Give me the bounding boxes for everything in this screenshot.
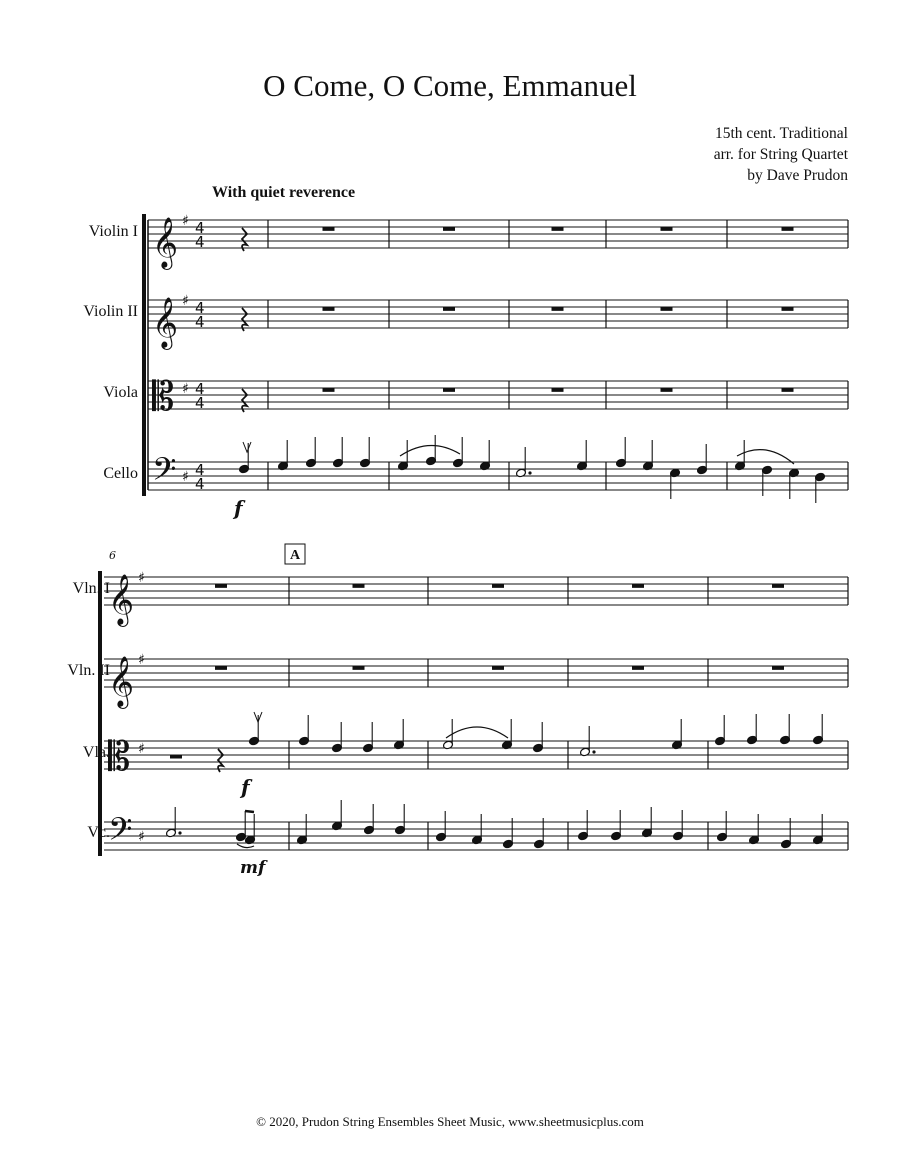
time-signature-top: 4 [195,299,205,317]
bass-clef-icon: 𝄢 [152,451,177,495]
time-signature-top: 4 [195,380,205,398]
instrument-label-vc: Vc. [87,824,110,841]
whole-rest [323,227,335,231]
whole-rest [443,227,455,231]
dynamic-forte: f [234,496,243,520]
key-signature-sharp-icon: ♯ [138,741,145,757]
key-signature-sharp-icon: ♯ [138,829,145,845]
dynamic-forte-viola: f [241,775,250,799]
tempo-marking: With quiet reverence [212,184,356,201]
dynamic-mezzo-forte: mf [240,858,266,878]
key-signature-sharp-icon: ♯ [182,381,189,397]
composer-credit: 15th cent. Traditional [714,125,848,142]
rehearsal-mark: A [289,548,301,563]
key-signature-sharp-icon: ♯ [182,213,189,229]
augmentation-dot [178,831,181,834]
alto-clef-icon: 𝄡 [108,734,131,780]
treble-clef-icon: 𝄞 [108,656,135,707]
key-signature-sharp-icon: ♯ [138,652,145,668]
time-signature-top: 4 [195,461,205,479]
whole-rest [661,307,673,311]
instrument-label-violin-1: Violin I [88,223,138,240]
whole-rest [632,666,644,670]
instrument-label-vln-2: Vln. II [67,662,110,679]
time-signature-bottom: 4 [195,475,205,493]
copyright-notice: © 2020, Prudon String Ensembles Sheet Music, www.sheetmusicplus.com [256,1114,644,1129]
time-signature-top: 4 [195,219,205,237]
slur [400,445,460,456]
time-signature-bottom: 4 [195,313,205,331]
whole-rest [323,388,335,392]
augmentation-dot [528,471,531,474]
whole-rest [552,227,564,231]
score-title: O Come, O Come, Emmanuel [263,68,637,103]
whole-rest [215,666,227,670]
instrument-label-vla: Vla. [82,744,110,761]
whole-rest [552,307,564,311]
time-signature-bottom: 4 [195,394,205,412]
whole-rest [782,227,794,231]
instrument-label-violin-2: Violin II [83,303,138,320]
treble-clef-icon: 𝄞 [152,297,179,348]
time-signature-bottom: 4 [195,233,205,251]
whole-rest [215,584,227,588]
alto-clef-icon: 𝄡 [152,374,175,420]
whole-rest [353,584,365,588]
whole-rest [782,307,794,311]
instrument-label-vln-1: Vln. I [72,580,110,597]
whole-rest [782,388,794,392]
whole-rest [492,584,504,588]
slur [446,727,508,738]
treble-clef-icon: 𝄞 [152,217,179,268]
whole-rest [661,227,673,231]
whole-rest [632,584,644,588]
whole-rest [661,388,673,392]
arranger-name: by Dave Prudon [747,167,848,184]
whole-rest [443,388,455,392]
key-signature-sharp-icon: ♯ [138,570,145,586]
whole-rest [492,666,504,670]
whole-rest [443,307,455,311]
instrument-label-cello: Cello [103,465,138,482]
half-rest [170,755,182,759]
whole-rest [552,388,564,392]
augmentation-dot [592,750,595,753]
measure-number: 6 [109,549,116,562]
whole-rest [323,307,335,311]
treble-clef-icon: 𝄞 [108,574,135,625]
whole-rest [772,584,784,588]
key-signature-sharp-icon: ♯ [182,293,189,309]
instrument-label-viola: Viola [103,384,138,401]
whole-rest [353,666,365,670]
beam [245,811,254,812]
key-signature-sharp-icon: ♯ [182,469,189,485]
slur [237,844,254,848]
arranger-credit: arr. for String Quartet [713,146,848,163]
up-bow-mark [243,442,251,452]
bass-clef-icon: 𝄢 [108,811,133,855]
whole-rest [772,666,784,670]
